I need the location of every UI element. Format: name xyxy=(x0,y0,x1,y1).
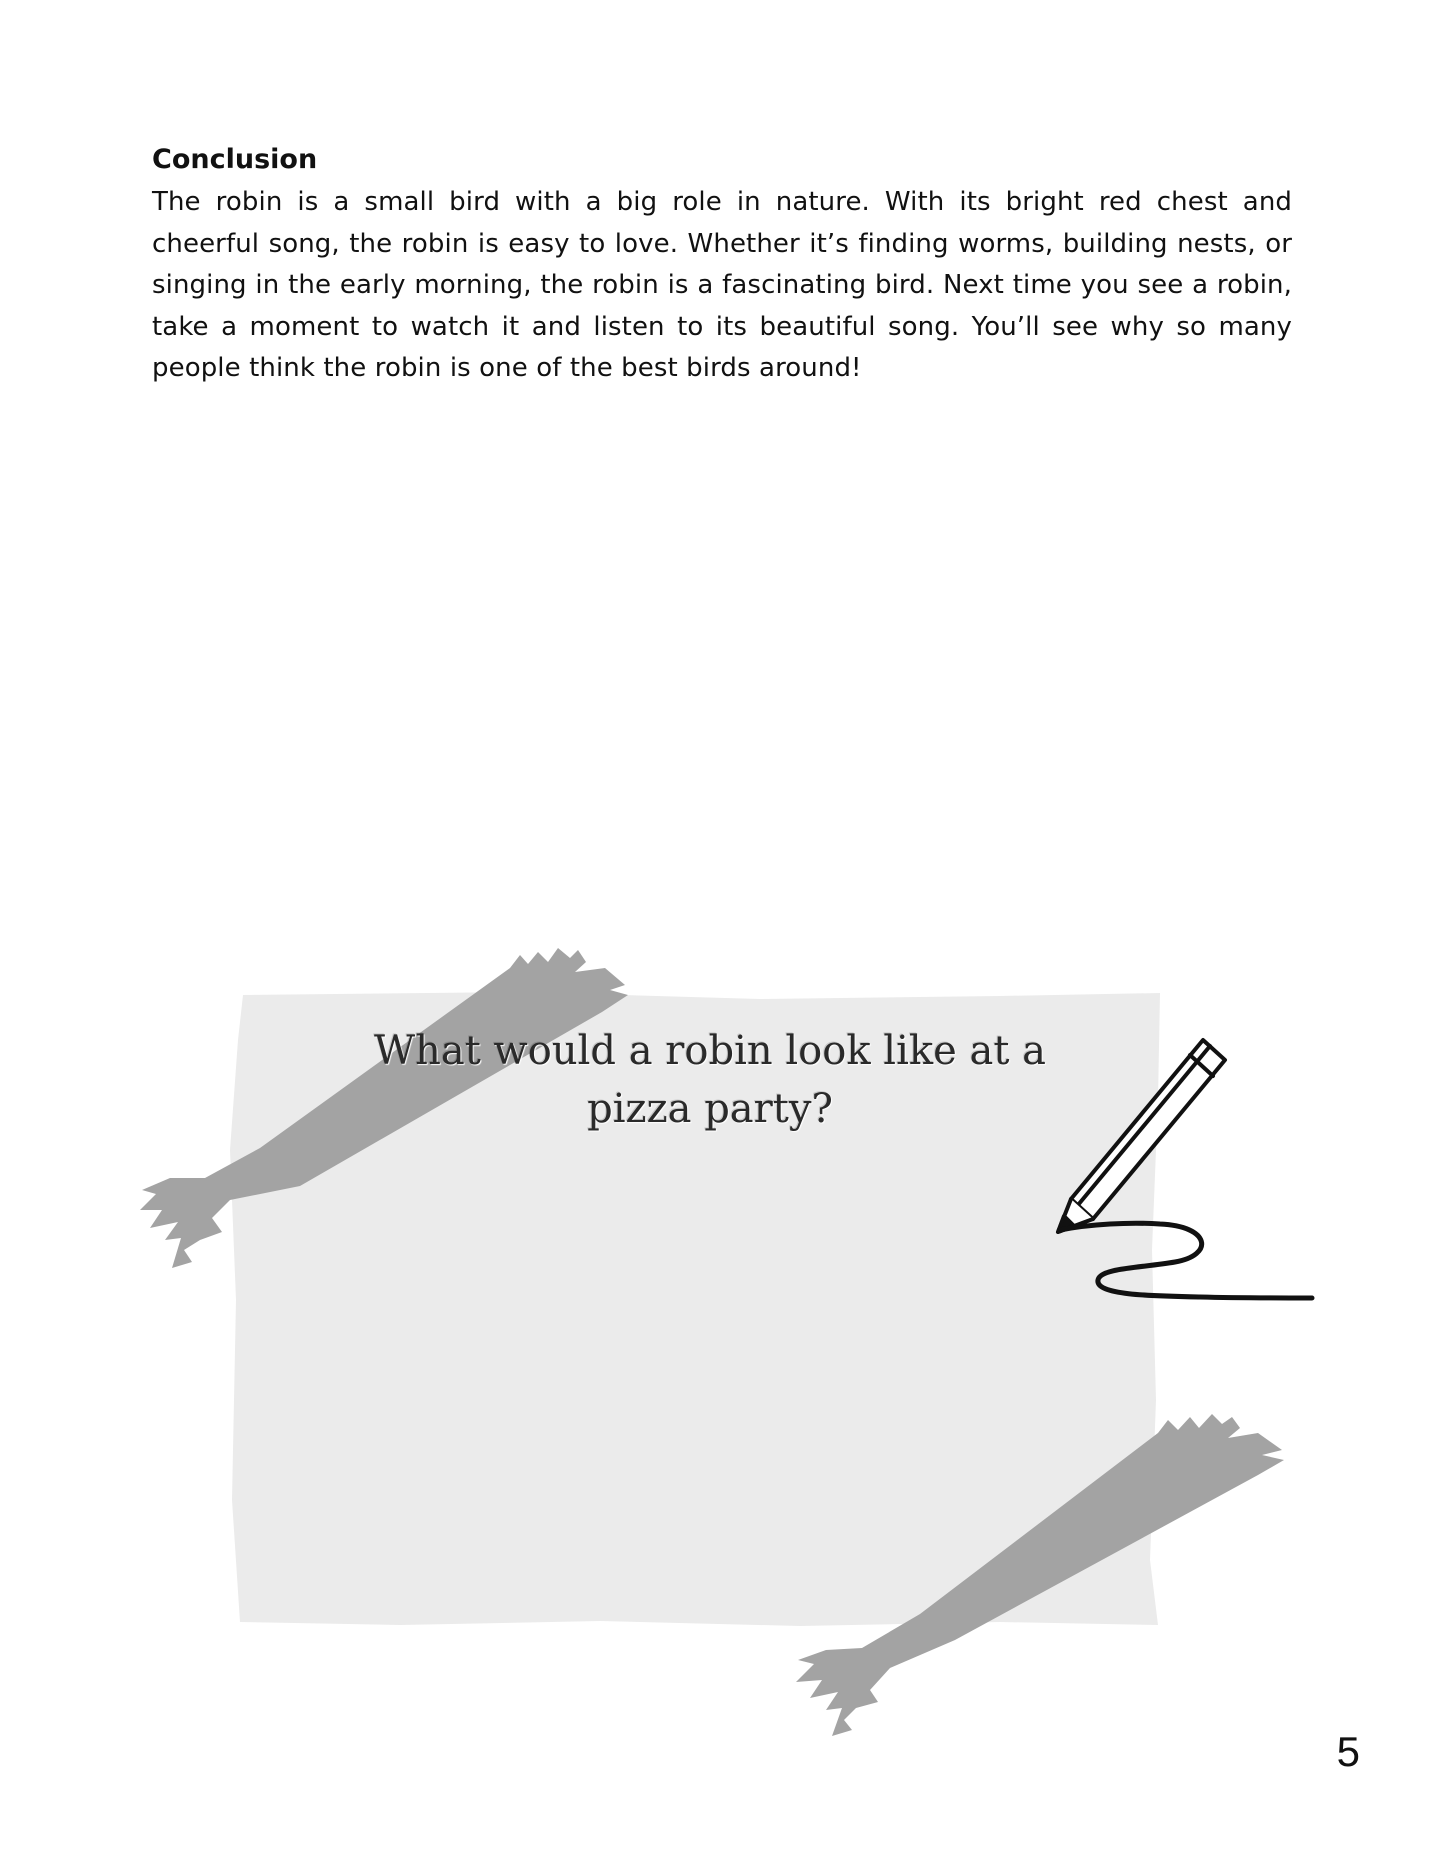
page-number: 5 xyxy=(1336,1728,1360,1775)
conclusion-paragraph: The robin is a small bird with a big role in nature. With its bright red chest and cheerful song, the robin is easy to love. Whether it’s finding worms, building nests, or singing in the early morning, the robin is a fascinating bird. Next time you see a robin, take a moment to watch it and listen to its beautiful song. You’ll see why so many people think the robin is one of the best birds around! xyxy=(152,187,1292,383)
drawing-prompt: What would a robin look like at a pizza party? xyxy=(374,1028,1046,1132)
conclusion-heading: Conclusion xyxy=(152,144,318,175)
